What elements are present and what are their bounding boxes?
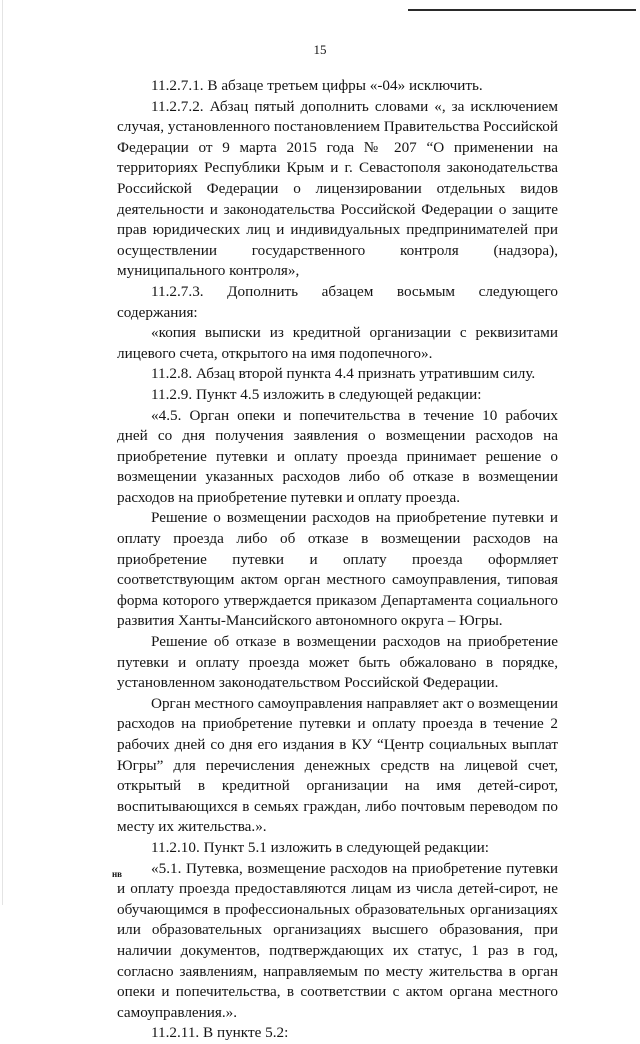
paragraph-11-2-8: 11.2.8. Абзац второй пункта 4.4 признать утратившим силу. bbox=[151, 365, 536, 383]
quote-5-1: «5.1. Путевка, возмещение расходов на приобретение путевки и оплату проезда предоставляются лицам из числа детей-сирот, не обучающимся в профессиональных образовательных организациях или образовательных организациях высшего образования, при наличии документов, подтверждающих их статус, 1 раз в год, согласно заявлениям, направляемым по месту жительства в орган опеки и попечительства, в соответствии с актом органа местного самоуправления.». bbox=[117, 859, 558, 1021]
quote-4-5: «4.5. Орган опеки и попечительства в течение 10 рабочих дней со дня получения заявления о возмещении расходов на приобретение путевки и оплату проезда принимает решение о возмещении указанных расходов либо об отказе в возмещении расходов на приобретение путевки и оплату проезда. bbox=[117, 406, 558, 506]
paragraph-11-2-10: 11.2.10. Пункт 5.1 изложить в следующей редакции: bbox=[151, 838, 490, 856]
quote-4-5-appeal: Решение об отказе в возмещении расходов на приобретение путевки и оплату проезда может быть обжаловано в порядке, установленном законодательством Российской Федерации. bbox=[117, 633, 558, 692]
quote-4-5-decision: Решение о возмещении расходов на приобретение путевки и оплату проезда либо об отказе в возмещении расходов на приобретение путевки и оплату проезда оформляет соответствующим актом орган местного самоуправления, типовая форма которого утверждается приказом Департамента социального развития Ханты-Мансийского автономного округа – Югры. bbox=[117, 509, 558, 630]
scan-edge bbox=[2, 0, 3, 905]
paragraph-11-2-11: 11.2.11. В пункте 5.2: bbox=[151, 1024, 289, 1042]
quote-4-5-transfer: Орган местного самоуправления направляет акт о возмещении расходов на приобретение путевки и оплату проезда в течение 2 рабочих дней со дня его издания в КУ “Центр социальных выплат Югры” для перечисления денежных средств на лицевой счет, открытый в кредитной организации на имя детей-сирот, воспитывающихся в семьях граждан, либо почтовым переводом по месту их жительства.». bbox=[117, 694, 558, 836]
paragraph-11-2-7-3: 11.2.7.3. Дополнить абзацем восьмым следующего содержания: bbox=[117, 282, 558, 321]
header-rule bbox=[408, 9, 636, 11]
quote-account-extract: «копия выписки из кредитной организации с реквизитами лицевого счета, открытого на имя подопечного». bbox=[117, 324, 558, 362]
paragraph-11-2-9: 11.2.9. Пункт 4.5 изложить в следующей редакции: bbox=[151, 385, 482, 403]
paragraph-11-2-7-1: 11.2.7.1. В абзаце третьем цифры «-04» исключить. bbox=[151, 77, 483, 94]
paragraph-11-2-7-2: 11.2.7.2. Абзац пятый дополнить словами «, за исключением случая, установленного постановлением Правительства Российской Федерации от 9 марта 2015 года № 207 “О применении на территориях Республики Крым и г. Севастополя законодательства Российской Федерации о лицензировании отдельных видов деятельности и законодательства Российской Федерации о защите прав юридических лиц и индивидуальных предпринимателей при осуществлении государственного контроля (надзора), муниципального контроля», bbox=[117, 97, 558, 280]
document-body bbox=[117, 76, 558, 1044]
page-number: 15 bbox=[313, 42, 327, 57]
footer-mark: нв bbox=[112, 869, 123, 879]
